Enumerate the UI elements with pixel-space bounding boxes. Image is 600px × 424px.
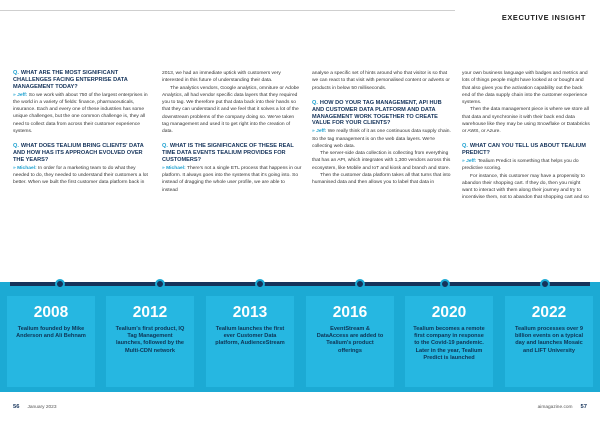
speaker-name: » Jeff:	[462, 159, 477, 165]
body-paragraph: The server-side data collection is collecting from everything that has an API, which integrates with 1,300 vendors across this ecosystem, like Mobile and IoT and kiosk and branch and store.	[312, 151, 451, 171]
speaker-name: » Jeff:	[312, 129, 327, 135]
magazine-url[interactable]: aimagazine.com	[537, 405, 573, 410]
article-column-4	[462, 70, 590, 202]
section-title: EXECUTIVE INSIGHT	[501, 13, 586, 22]
timeline-line	[10, 282, 590, 286]
timeline-card-2022	[505, 296, 593, 387]
timeline-year: 2022	[531, 304, 567, 321]
question-marker: Q.	[312, 99, 318, 106]
timeline-card-2013	[206, 296, 294, 387]
body-paragraph: 2013, we had an immediate uptick with customers very interested in this future of understanding their data.	[162, 71, 281, 84]
body-paragraph: Then the customer data platform takes all that turns that into humanised data and then allows you to label that data in	[312, 172, 451, 186]
answer-paragraph: » Michael: There's not a single ETL process that happens in our platform. It always goes into the systems that it's going into. So instead of dragging the whole user profile, we are able to instead	[162, 165, 302, 193]
body-paragraph: The analytics vendors, Google analytics, omniture or Adobe Analytics, all had vendor specific data layers that they required you to tag. We therefore put that data back into their hands so that they can understand it and we feel that it solves a lot of the downstream problems of the company doing so. We've taken tag management and used it to get right into the creation of data.	[162, 85, 300, 134]
answer-paragraph: » Jeff: We really think of it as one continuous data supply chain. So the tag management is on the web data layers. We're collecting web data.	[312, 129, 451, 149]
speaker-name: » Jeff:	[13, 92, 28, 98]
body-paragraph: For instance, this customer may have a propensity to abandon their shopping cart. If they do, then you might want to interact with them along their journey and try to incentivise them, not to abandon that shopping cart and so	[462, 173, 589, 201]
timeline-description: Tealium launches the first ever Customer Data platform, AudienceStream	[215, 326, 285, 347]
timeline-dot	[540, 279, 550, 289]
timeline-description: Tealium founded by Mike Anderson and Ali Behnam	[16, 326, 86, 340]
footer-right	[538, 404, 587, 410]
timeline-dot	[155, 279, 165, 289]
question-heading: Q. WHAT IS THE SIGNIFICANCE OF THESE REAL TIME DATA EVENTS TEALIUM PROVIDES FOR CUSTOMERS?	[162, 143, 294, 164]
body-paragraph: analyse a specific set of hints around who that visitor is so that we can react to that visit with personalised content or adverts or products in below 50 milliseconds.	[312, 71, 450, 91]
article-column-3	[312, 70, 452, 186]
timeline-card-2016	[306, 296, 394, 387]
question-heading: Q. WHAT ARE THE MOST SIGNIFICANT CHALLENGES FACING ENTERPRISE DATA MANAGEMENT TODAY?	[13, 70, 128, 90]
question-heading: Q. WHAT DOES TEALIUM BRING CLIENTS' DATA AND HOW HAS ITS APPROACH EVOLVED OVER THE YEARS?	[13, 143, 144, 164]
timeline-year: 2012	[132, 304, 168, 321]
timeline-card-2008	[7, 296, 95, 387]
timeline-description: EventStream & DataAccess are added to Tealium's product offerings	[316, 326, 384, 354]
timeline-axis	[10, 282, 590, 286]
answer-paragraph: » Jeff: Tealium Predict is something that helps you do predictive scoring.	[462, 159, 579, 172]
timeline-dot	[255, 279, 265, 289]
header-rule	[0, 10, 455, 11]
page-number: 56	[13, 404, 20, 410]
question-marker: Q.	[162, 143, 168, 150]
timeline-year: 2020	[431, 304, 467, 321]
timeline-description: Tealium becomes a remote first company in response to the Covid-19 pandemic. Later in the year, Tealium Predict is launched	[413, 326, 485, 361]
question-marker: Q.	[13, 70, 19, 76]
question-marker: Q.	[462, 143, 468, 150]
timeline-description: Tealium processes over 9 billion events on a typical day and launches Mosaic and LIFT University	[514, 326, 584, 354]
page-number: 57	[580, 404, 587, 410]
footer-left	[13, 404, 57, 410]
timeline-card-2012	[106, 296, 194, 387]
article-column-2	[162, 70, 302, 194]
question-heading: Q. WHAT CAN YOU TELL US ABOUT TEALIUM PREDICT?	[462, 143, 586, 157]
speaker-name: » Michael:	[13, 165, 37, 171]
question-heading: Q. HOW DO YOUR TAG MANAGEMENT, API HUB AND CUSTOMER DATA PLATFORM AND DATA MANAGEMENT WORK TOGETHER TO CREATE VALUE FOR YOUR CLIENTS?	[312, 99, 442, 127]
timeline-dot	[440, 279, 450, 289]
timeline-year: 2013	[232, 304, 268, 321]
answer-paragraph: » Jeff: So we work with about 750 of the largest enterprises in the world in a variety of fields: finance, pharmaceuticals, insurance. Each and every one of these industries has some unique challenges, but the one common challenge is, they all need to collect data from across their customer experience systems.	[13, 92, 148, 134]
question-marker: Q.	[13, 143, 19, 150]
timeline-description: Tealium's first product, IQ Tag Management launches, followed by the Multi-CDN network	[115, 326, 185, 354]
timeline-dot	[55, 279, 65, 289]
speaker-name: » Michael:	[162, 165, 186, 171]
body-paragraph: your own business language with badges and metrics and lots of things people might have looked at or bought and that also gives you the activation capability out the back end of the data supply chain into the customer experience systems.	[462, 71, 588, 105]
body-paragraph: Then the data management piece is where we store all that data and synchronise it with their back end data warehouse like they may be using Snowflake or Databricks or AWS, or Azure.	[462, 107, 590, 134]
issue-date: January 2023	[27, 405, 57, 410]
answer-paragraph: » Michael: In order for a marketing team to do what they needed to do, they needed to understand their customers a lot better. When we built the first customer data platform back in	[13, 165, 148, 186]
timeline-card-2020	[405, 296, 493, 387]
timeline-year: 2016	[332, 304, 368, 321]
timeline-year: 2008	[33, 304, 69, 321]
timeline-dot	[355, 279, 365, 289]
article-column-1	[13, 70, 153, 187]
